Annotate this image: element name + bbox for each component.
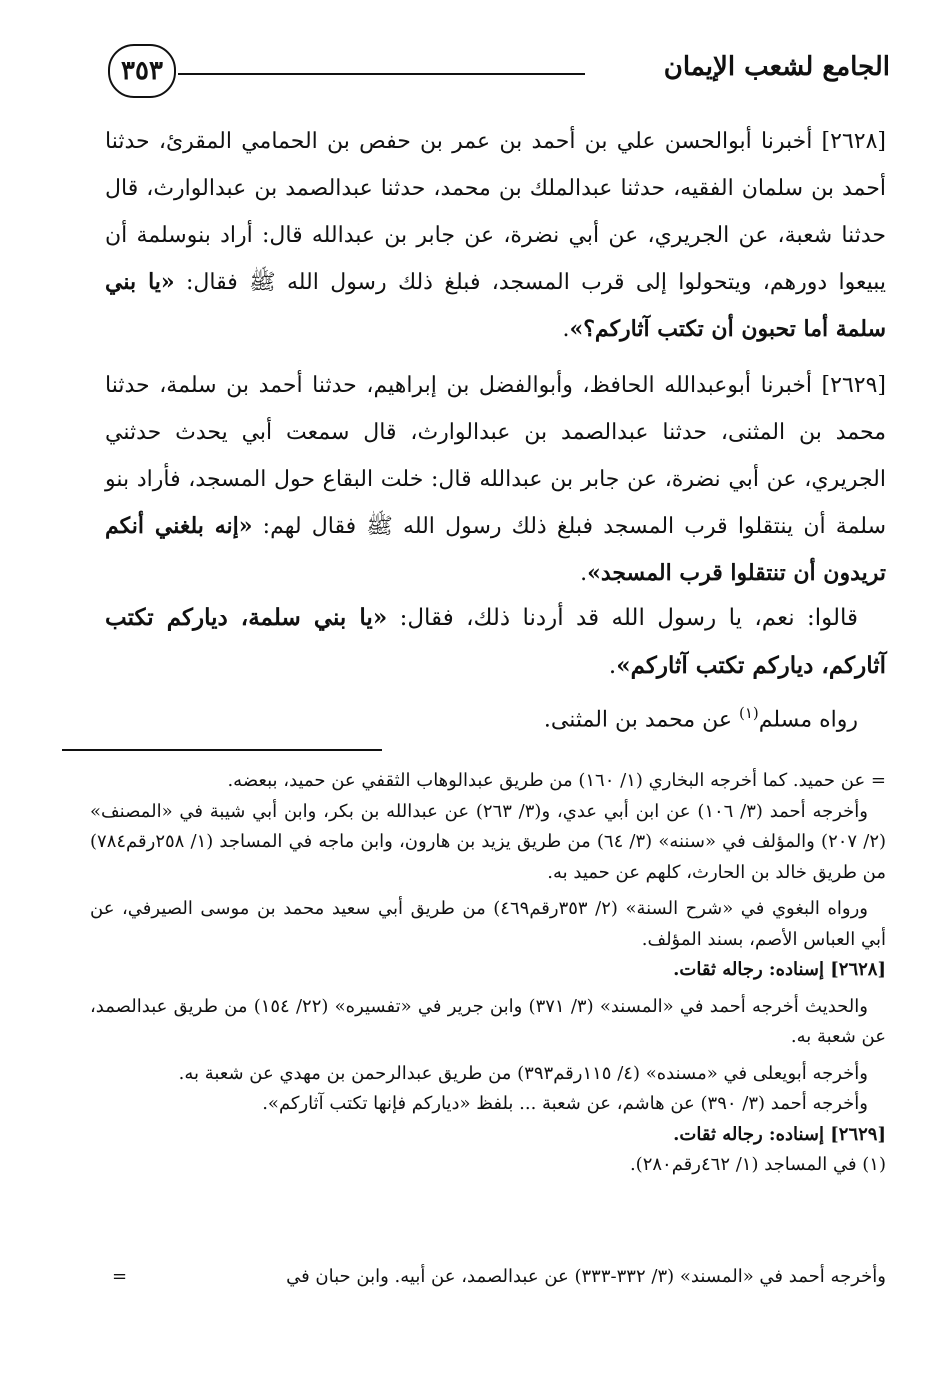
isnad-note-2628: [٢٦٢٨] إسناده: رجاله ثقات.: [673, 959, 886, 980]
footnote-continuation: = عن حميد. كما أخرجه البخاري (١/ ١٦٠) من طريق عبدالوهاب الثقفي عن حميد، ببعضه.: [227, 770, 886, 791]
footnote-ref[interactable]: (١): [739, 704, 759, 722]
page-number: ٣٥٣: [108, 44, 176, 98]
footnote-1: (١) في المساجد (١/ ٤٦٢رقم٢٨٠).: [629, 1154, 886, 1175]
continuation-mark: =: [112, 1266, 128, 1287]
hadith-2628-quote: «يا بني سلمة أما تحبون أن تكتب آثاركم؟»: [105, 269, 886, 342]
hadith-2628-text: [٢٦٢٨] أخبرنا أبوالحسن علي بن أحمد بن عمر بن حفص بن الحمامي المقرئ، حدثنا أحمد بن سلمان الفقيه، حدثنا عبدالملك بن محمد، حدثنا عبدالصمد بن عبدالوارث، قال حدثنا شعبة، عن الجريري، عن أبي نضرة، عن جابر بن عبدالله قال: أراد بنوسلمة أن يبيعوا دورهم، ويتحولوا إلى قرب المسجد، فبلغ ذلك رسول الله ﷺ فقال:: [105, 129, 886, 295]
footnote-paragraph: وأخرجه أحمد (٣/ ١٠٦) عن ابن أبي عدي، و(٣/ ٢٦٣) عن عبدالله بن بكر، وابن أبي شيبة في «المصنف» (٢/ ٢٠٧) والمؤلف في «سننه» (٣/ ٦٤) من طريق يزيد بن هارون، وابن ماجه في المساجد (١/ ٢٥٨رقم٧٨٤) من طريق خالد بن الحارث، كلهم عن حميد به.: [90, 800, 887, 883]
reply-end: .: [608, 653, 617, 679]
footnote-paragraph: وأخرجه أحمد (٣/ ٣٩٠) عن هاشم، عن شعبة ... بلفظ «دياركم فإنها تكتب آثاركم».: [262, 1093, 868, 1114]
footnote-paragraph: والحديث أخرجه أحمد في «المسند» (٣/ ٣٧١) وابن جرير في «تفسيره» (٢٢/ ١٥٤) من طريق عبدالصمد، عن شعبة به.: [90, 995, 886, 1047]
page-header: [108, 40, 890, 110]
running-title: الجامع لشعب الإيمان: [663, 52, 890, 82]
footnote-separator: [62, 749, 382, 751]
riwaya-before: رواه مسلم: [758, 707, 858, 733]
footnotes: [90, 766, 886, 1181]
hadith-2628: [105, 118, 886, 353]
footnote-paragraph: ورواه البغوي في «شرح السنة» (٢/ ٣٥٣رقم٤٦٩) من طريق أبي سعيد محمد بن موسى الصيرفي، عن أبي العباس الأصم، بسند المؤلف.: [90, 898, 886, 950]
footnote-paragraph-last: وأخرجه أحمد في «المسند» (٣/ ٣٣٢-٣٣٣) عن عبدالصمد، عن أبيه. وابن حبان في: [286, 1266, 886, 1287]
isnad-note-2629: [٢٦٢٩] إسناده: رجاله ثقات.: [673, 1123, 886, 1145]
hadith-2628-end: .: [562, 317, 570, 342]
companions-reply: [105, 594, 886, 690]
reply-text: قالوا: نعم، يا رسول الله قد أردنا ذلك، فقال:: [387, 605, 859, 631]
narration-source: [105, 690, 886, 743]
hadith-2629-text: [٢٦٢٩] أخبرنا أبوعبدالله الحافظ، وأبوالفضل بن إبراهيم، حدثنا أحمد بن سلمة، حدثنا محمد بن المثنى، حدثنا عبدالصمد بن عبدالوارث، قال سمعت أبي يحدث حدثني الجريري، عن أبي نضرة، عن جابر بن عبدالله قال: خلت البقاع حول المسجد، فأراد بنو سلمة أن ينتقلوا قرب المسجد فبلغ ذلك رسول الله ﷺ فقال لهم:: [105, 373, 887, 539]
reply-quote: «يا بني سلمة، دياركم تكتب آثاركم، دياركم تكتب آثاركم»: [105, 604, 886, 679]
hadith-2629: [105, 362, 886, 597]
riwaya-after: عن محمد بن المثنى.: [543, 707, 739, 733]
header-rule: [178, 73, 585, 75]
hadith-2629-quote: «إنه بلغني أنكم تريدون أن تنتقلوا قرب المسجد»: [105, 513, 886, 586]
hadith-2629-end: .: [580, 561, 588, 586]
footnote-paragraph: وأخرجه أبويعلى في «مسنده» (٤/ ١١٥رقم٣٩٣) من طريق عبدالرحمن بن مهدي عن شعبة به.: [178, 1062, 868, 1084]
